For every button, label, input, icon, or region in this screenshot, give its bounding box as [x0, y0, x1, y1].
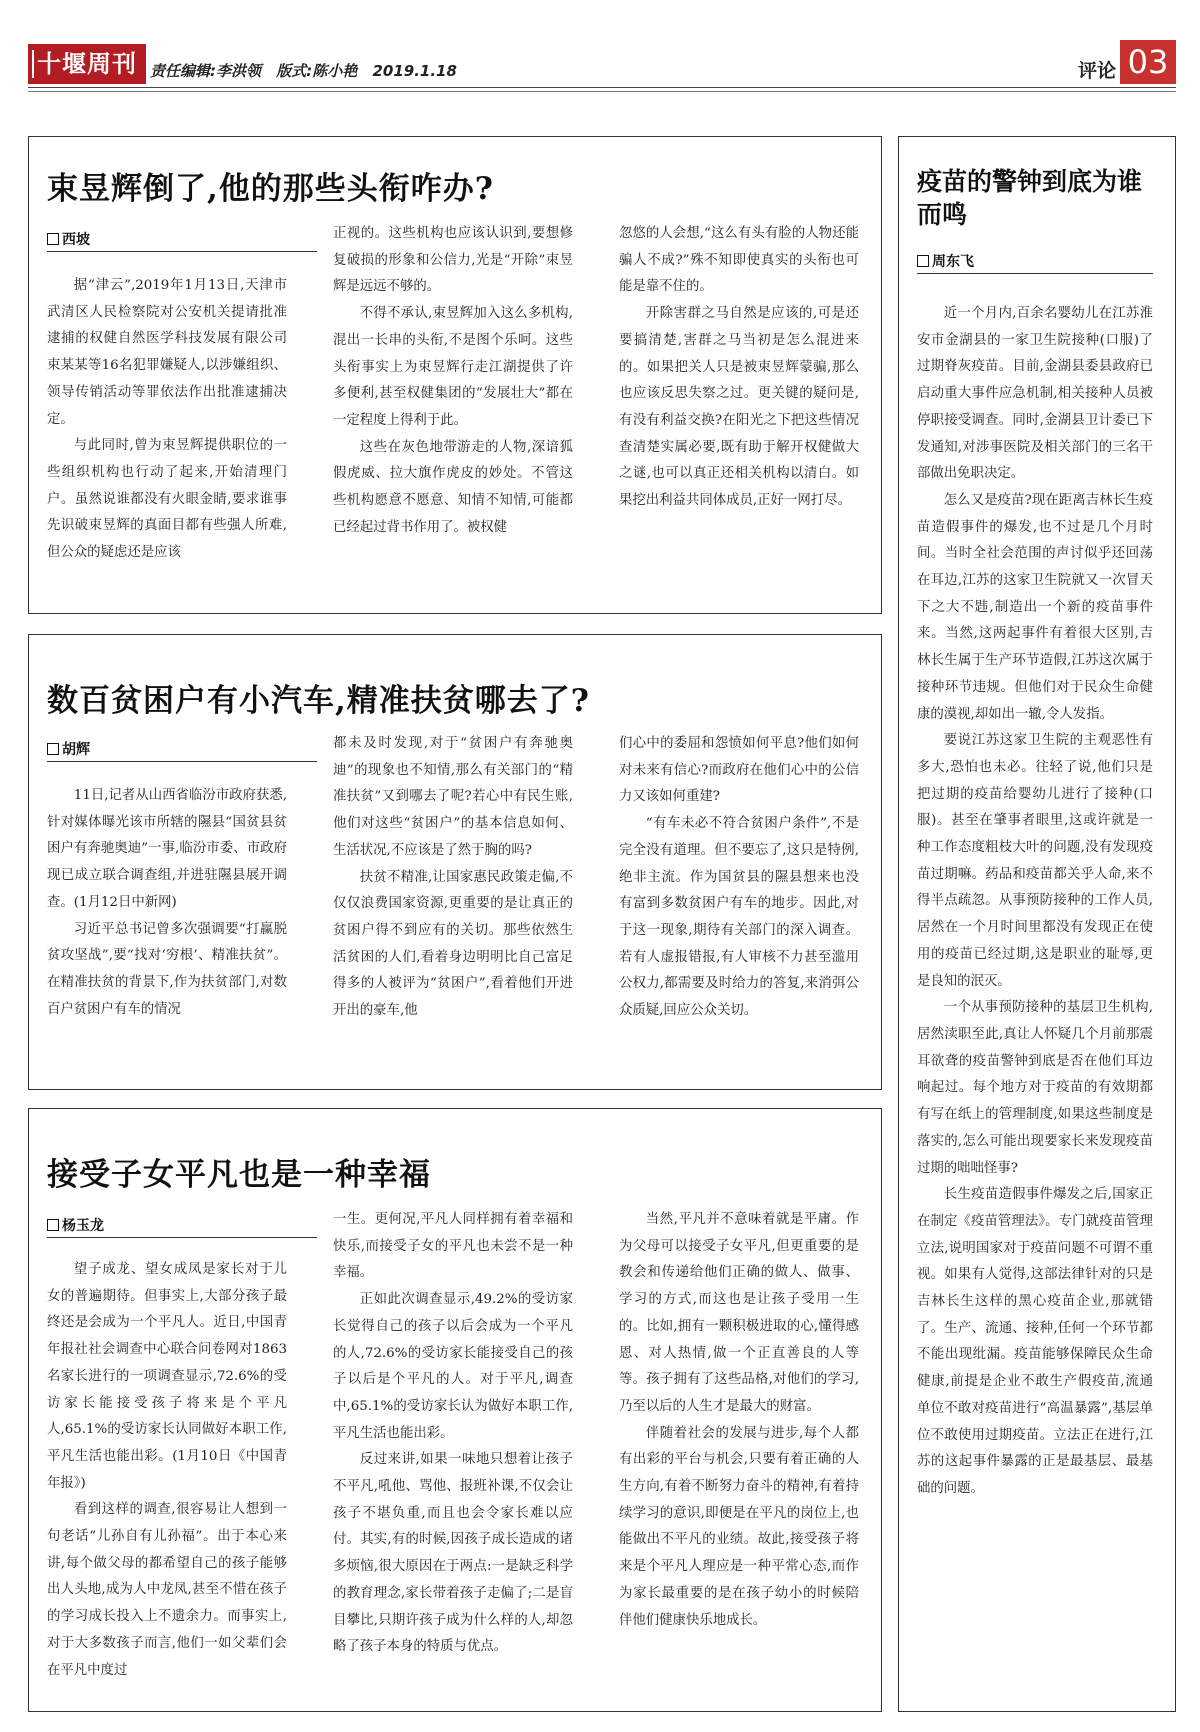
page-header — [0, 0, 1200, 110]
author-box-icon — [47, 743, 59, 755]
article-3-column-1: 望子成龙、望女成凤是家长对于儿女的普遍期待。但事实上,大部分孩子最终还是会成为一个平凡人。近日,中国青年报社社会调查中心联合问卷网对1863名家长进行的一项调查显示,72.6%的受访家长能接受孩子将来是个平凡人,65.1%的受访家长认同做好本职工作,平凡生活也能出彩。(1月10日《中国青年报》) 看到这样的调查,很容易让人想到一句老话“儿孙自有儿孙福”。出于本心来讲,每个做父母的都希望自己的孩子能够出人头地,成为人中龙凤,甚至不惜在孩子的学习成长投入上不遗余力。而事实上,对于大多数孩子而言,他们一如父辈们会在平凡中度过 — [47, 1262, 287, 1678]
article-1-column-1: 据“津云”,2019年1月13日,天津市武清区人民检察院对公安机关提请批准逮捕的权健自然医学科技发展有限公司束某某等16名犯罪嫌疑人,以涉嫌组织、领导传销活动等罪依法作出批准逮捕决定。 与此同时,曾为束昱辉提供职位的一些组织机构也行动了起来,开始清理门户。虽然说谁都没有火眼金睛,要求谁事先识破束昱辉的真面目都有些强人所难,但公众的疑虑还是应该 — [47, 278, 287, 561]
author-box-icon — [47, 1219, 59, 1231]
article-3-column-3: 当然,平凡并不意味着就是平庸。作为父母可以接受子女平凡,但更重要的是教会和传递给他们正确的做人、做事、学习的方式,而这也是让孩子受用一生的。比如,拥有一颗积极进取的心,懂得感恩、对人热情,做一个正直善良的人等等。孩子拥有了这些品格,对他们的学习,乃至以后的人生才是最大的财富。 伴随着社会的发展与进步,每个人都有出彩的平台与机会,只要有着正确的人生方向,有着不断努力奋斗的精神,有着持续学习的意识,即便是在平凡的岗位上,也能做出不平凡的业绩。故此,接受孩子将来是个平凡人理应是一种平常心态,而作为家长最重要的是在孩子幼小的时候陪伴他们健康快乐地成长。 — [619, 1212, 859, 1628]
sidebar-box — [898, 136, 1176, 1712]
article-2-column-3: 们心中的委屈和怨愤如何平息?他们如何对未来有信心?而政府在他们心中的公信力又该如何重建? “有车未必不符合贫困户条件”,不是完全没有道理。但不要忘了,这只是特例,绝非主流。作为国贫县的隰县想来也没有富到多数贫困户有车的地步。因此,对于这一现象,期待有关部门的深入调查。若有人虚报错报,有人审核不力甚至滥用公权力,都需要及时给力的答复,来消弭公众质疑,回应公众关切。 — [619, 736, 859, 1019]
sidebar-author: 周东飞 — [917, 251, 1153, 274]
section-name: 评论 — [1077, 60, 1116, 82]
article-box-3 — [28, 1108, 882, 1712]
author-box-icon — [47, 233, 59, 245]
article-title-3: 接受子女平凡也是一种幸福 — [47, 1157, 431, 1193]
page-number: 03 — [1120, 40, 1176, 84]
editor: 责任编辑:李洪领 — [150, 62, 261, 80]
article-title-2: 数百贫困户有小汽车,精准扶贫哪去了? — [47, 683, 590, 719]
masthead-logo: 十堰周刊 — [28, 44, 146, 84]
issue-date: 2019.1.18 — [372, 62, 457, 80]
article-3-column-2: 一生。更何况,平凡人同样拥有着幸福和快乐,而接受子女的平凡也未尝不是一种幸福。 正如此次调查显示,49.2%的受访家长觉得自己的孩子以后会成为一个平凡的人,72.6%的受访家长能接受自己的孩子以后是个平凡的人。对于平凡,调查中,65.1%的受访家长认为做好本职工作,平凡生活也能出彩。 反过来讲,如果一味地只想着让孩子不平凡,吼他、骂他、报班补课,不仅会让孩子不堪负重,而且也会令家长难以应付。其实,有的时候,因孩子成长造成的诸多烦恼,很大原因在于两点:一是缺乏科学的教育理念,家长带着孩子走偏了;二是盲目攀比,只期许孩子成为什么样的人,却忽略了孩子本身的特质与优点。 — [333, 1212, 573, 1655]
editor-credits — [150, 60, 467, 81]
article-box-1 — [28, 136, 882, 614]
sidebar-title: 疫苗的警钟到底为谁而鸣 — [917, 167, 1143, 229]
article-author-3: 杨玉龙 — [47, 1215, 317, 1238]
header-rule — [28, 87, 1176, 88]
sidebar-body: 近一个月内,百余名婴幼儿在江苏淮安市金湖县的一家卫生院接种(口服)了过期脊灰疫苗。目前,金湖县委县政府已启动重大事件应急机制,相关接种人员被停职接受调查。同时,金湖县卫计委已下发通知,对涉事医院及相关部门的三名干部做出免职决定。 怎么又是疫苗?现在距离吉林长生疫苗造假事件的爆发,也不过是几个月时间。当时全社会范围的声讨似乎还回荡在耳边,江苏的这家卫生院就又一次冒天下之大不韪,制造出一个新的疫苗事件来。当然,这两起事件有着很大区别,吉林长生属于生产环节造假,江苏这次属于接种环节违规。但他们对于民众生命健康的漠视,却如出一辙,令人发指。 要说江苏这家卫生院的主观恶性有多大,恐怕也未必。往轻了说,他们只是把过期的疫苗给婴幼儿进行了接种(口服)。甚至在肇事者眼里,这或许就是一种工作态度粗枝大叶的问题,没有发现疫苗过期嘛。药品和疫苗都关乎人命,来不得半点疏忽。从事预防接种的工作人员,居然在一个月时间里都没有发现正在使用的疫苗已经过期,这是职业的耻辱,更是良知的泯灭。 一个从事预防接种的基层卫生机构,居然渎职至此,真让人怀疑几个月前那震耳欲聋的疫苗警钟到底是否在他们耳边响起过。每个地方对于疫苗的有效期都有写在纸上的管理制度,如果这些制度是落实的,怎么可能出现要家长来发现疫苗过期的咄咄怪事? 长生疫苗造假事件爆发之后,国家正在制定《疫苗管理法》。专门就疫苗管理立法,说明国家对于疫苗问题不可谓不重视。如果有人觉得,这部法律针对的只是吉林长生这样的黑心疫苗企业,那就错了。生产、流通、接种,任何一个环节都不能出现纰漏。疫苗能够保障民众生命健康,前提是企业不敢生产假疫苗,流通单位不敢对疫苗进行“高温暴露”,基层单位不敢使用过期疫苗。立法正在进行,江苏的这起事件暴露的正是最基层、最基础的问题。 — [917, 306, 1153, 1496]
article-author-1: 西坡 — [47, 229, 317, 252]
article-1-column-2: 正视的。这些机构也应该认识到,要想修复破损的形象和公信力,光是“开除”束昱辉是远远不够的。 不得不承认,束昱辉加入这么多机构,混出一长串的头衔,不是图个乐呵。这些头衔事实上为束昱辉行走江湖提供了许多便利,甚至权健集团的“发展壮大”都在一定程度上得利于此。 这些在灰色地带游走的人物,深谙狐假虎威、拉大旗作虎皮的妙处。不管这些机构愿意不愿意、知情不知情,可能都已经起过背书作用了。被权健 — [333, 226, 573, 535]
author-box-icon — [917, 255, 929, 267]
article-title-1: 束昱辉倒了,他的那些头衔咋办? — [47, 171, 494, 207]
article-author-2: 胡辉 — [47, 739, 317, 762]
article-2-column-1: 11日,记者从山西省临汾市政府获悉,针对媒体曝光该市所辖的隰县“国贫县贫困户有奔驰奥迪”一事,临汾市委、市政府现已成立联合调查组,并进驻隰县展开调查。(1月12日中新网) 习近平总书记曾多次强调要“打赢脱贫攻坚战”,要“找对‘穷根’、精准扶贫”。在精准扶贫的背景下,作为扶贫部门,对数百户贫困户有车的情况 — [47, 788, 287, 1017]
layout-editor: 版式:陈小艳 — [276, 62, 358, 80]
article-1-column-3: 忽悠的人会想,“这么有头有脸的人物还能骗人不成?”殊不知即使真实的头衔也可能是靠不住的。 开除害群之马自然是应该的,可是还要搞清楚,害群之马当初是怎么混进来的。如果把关人只是被束昱辉蒙骗,那么也应该反思失察之过。更关键的疑问是,有没有利益交换?在阳光之下把这些情况查清楚实属必要,既有助于解开权健做大之谜,也可以真正还相关机构以清白。如果挖出利益共同体成员,正好一网打尽。 — [619, 226, 859, 509]
article-2-column-2: 都未及时发现,对于“贫困户有奔驰奥迪”的现象也不知情,那么有关部门的“精准扶贫”又到哪去了呢?若心中有民生账,他们对这些“贫困户”的基本信息如何、生活状况,不应该是了然于胸的吗? 扶贫不精准,让国家惠民政策走偏,不仅仅浪费国家资源,更重要的是让真正的贫困户得不到应有的关切。那些依然生活贫困的人们,看着身边明明比自己富足得多的人被评为“贫困户”,看着他们开进开出的豪车,他 — [333, 736, 573, 1019]
article-box-2 — [28, 634, 882, 1090]
header-rule-thin — [28, 91, 1176, 92]
